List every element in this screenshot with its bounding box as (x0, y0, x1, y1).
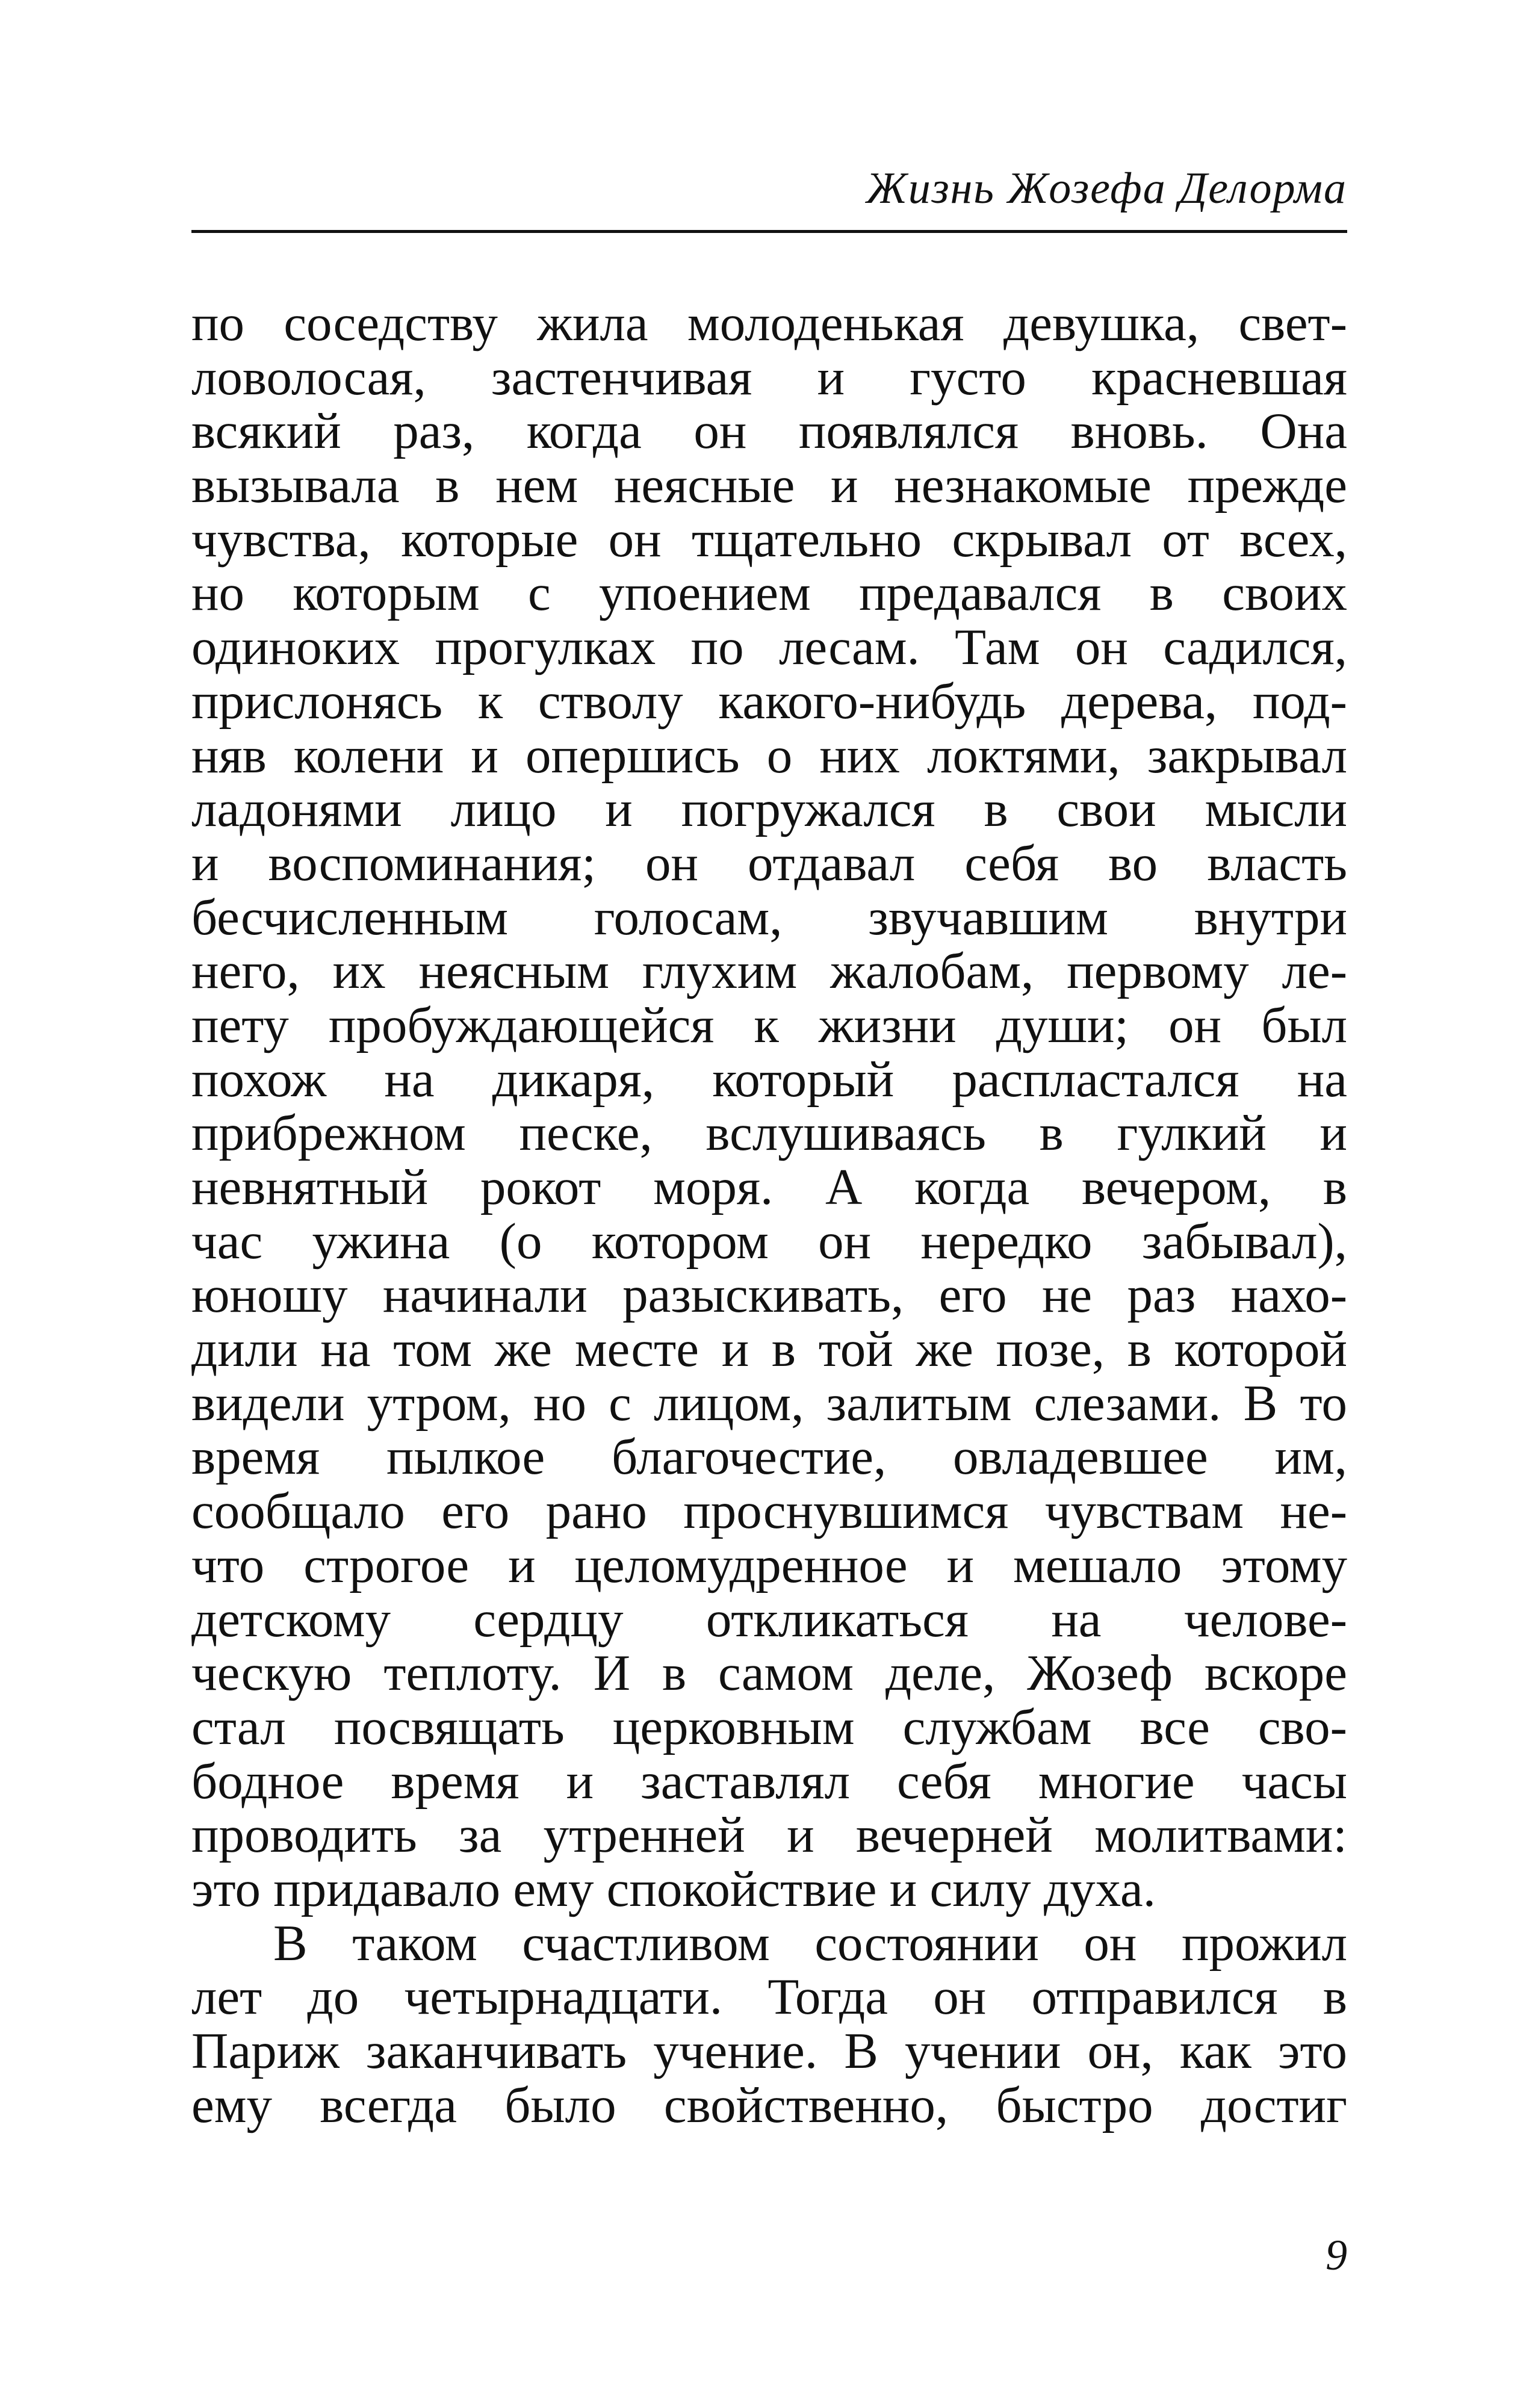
page-number: 9 (1326, 2231, 1347, 2279)
text-line: юношу начинали разыскивать, его не раз нахо- (191, 1267, 1347, 1324)
text-line: что строгое и целомудренное и мешало этому (191, 1536, 1347, 1593)
text-line: по соседству жила молоденькая девушка, свет- (191, 295, 1347, 352)
text-line: всякий раз, когда он появлялся вновь. Она (191, 403, 1347, 460)
text-line: проводить за утренней и вечерней молитвами: (191, 1807, 1347, 1864)
text-line: сообщало его рано проснувшимся чувствам не- (191, 1483, 1347, 1540)
text-line: видели утром, но с лицом, залитым слезами. В то (191, 1374, 1347, 1432)
text-line: В таком счастливом состоянии он прожил (273, 1914, 1347, 1972)
text-line: но которым с упоением предавался в своих (191, 565, 1347, 622)
text-line: ладонями лицо и погружался в свои мысли (191, 781, 1347, 838)
text-line: дили на том же месте и в той же позе, в которой (191, 1321, 1347, 1378)
text-line: невнятный рокот моря. А когда вечером, в (191, 1159, 1347, 1215)
text-line: стал посвящать церковным службам все сво- (191, 1698, 1347, 1755)
text-line: и воспоминания; он отдавал себя во власть (191, 834, 1347, 892)
paragraph-1 (191, 297, 1347, 1917)
header-rule (191, 230, 1347, 233)
text-line: похож на дикаря, который распластался на (191, 1050, 1347, 1108)
text-line: прислонясь к стволу какого-нибудь дерева, под- (191, 672, 1347, 730)
text-line: ческую теплоту. И в самом деле, Жозеф вскоре (191, 1645, 1347, 1702)
text-line: вызывала в нем неясные и незнакомые прежде (191, 457, 1347, 514)
running-head: Жизнь Жозефа Делорма (866, 164, 1347, 213)
text-line: пету пробуждающейся к жизни души; он был (191, 996, 1347, 1054)
text-line: ловолосая, застенчивая и густо красневшая (191, 349, 1347, 406)
text-line: лет до четырнадцати. Тогда он отправился в (191, 1969, 1347, 2026)
text-line: час ужина (о котором он нередко забывал), (191, 1212, 1347, 1270)
text-line: бодное время и заставлял себя многие часы (191, 1752, 1347, 1810)
text-line: ему всегда было свойственно, быстро достиг (191, 2076, 1347, 2133)
text-line: няв колени и опершись о них локтями, закрывал (191, 727, 1347, 784)
text-line: бесчисленным голосам, звучавшим внутри (191, 889, 1347, 946)
text-line: Париж заканчивать учение. В учении он, как это (191, 2023, 1347, 2079)
text-line: прибрежном песке, вслушиваясь в гулкий и (191, 1105, 1347, 1162)
text-line: время пылкое благочестие, овладевшее им, (191, 1429, 1347, 1486)
text-line: него, их неясным глухим жалобам, первому ле- (191, 943, 1347, 1000)
text-line: детскому сердцу откликаться на челове- (191, 1590, 1347, 1648)
text-line: чувства, которые он тщательно скрывал от всех, (191, 510, 1347, 568)
text-line: одиноких прогулках по лесам. Там он садился, (191, 619, 1347, 676)
body-text (191, 297, 1347, 2132)
text-line: это придавало ему спокойствие и силу духа. (191, 1860, 1156, 1917)
paragraph-2 (191, 1914, 1347, 2133)
